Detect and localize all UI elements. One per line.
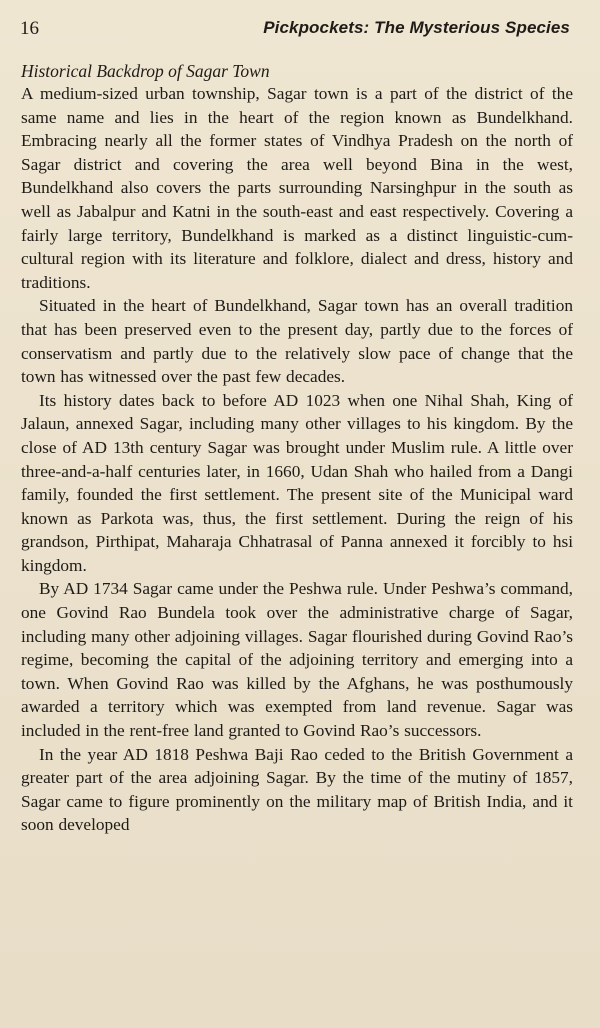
paragraph: By AD 1734 Sagar came under the Peshwa rule. Under Peshwa’s command, one Govind Rao Bundela took over the administrative charge of Sagar, including many other adjoining villages. Sagar flourished during Govind Rao’s regime, becoming the capital of the adjoining territory and emerging into a town. When Govind Rao was killed by the Afghans, he was posthumously awarded a territory which was exempted from land revenue. Sagar was included in the rent-free land granted to Govind Rao’s successors.	[21, 579, 573, 741]
running-title: Pickpockets: The Mysterious Species	[263, 18, 570, 37]
paragraph: In the year AD 1818 Peshwa Baji Rao ceded to the British Government a greater part of the area adjoining Sagar. By the time of the mutiny of 1857, Sagar came to figure prominently on the military map of British India, and it soon developed	[21, 744, 573, 835]
body-text	[21, 60, 573, 837]
page-number: 16	[20, 18, 39, 39]
paragraph: Situated in the heart of Bundelkhand, Sagar town has an overall tradition that has been preserved even to the present day, partly due to the forces of conservatism and partly due to the relatively slow pace of change that the town has witnessed over the past few decades.	[21, 296, 573, 387]
running-head	[20, 14, 570, 44]
paragraph: Its history dates back to before AD 1023 when one Nihal Shah, King of Jalaun, annexed Sagar, including many other villages to his kingdom. By the close of AD 13th century Sagar was brought under Muslim rule. A little over three-and-a-half centuries later, in 1660, Udan Shah who hailed from a Dangi family, founded the first settlement. The present site of the Municipal ward known as Parkota was, thus, the first settlement. During the reign of his grandson, Pirthipat, Maharaja Chhatrasal of Panna annexed it forcibly to hsi kingdom.	[21, 390, 573, 575]
section-heading: Historical Backdrop of Sagar Town	[21, 61, 270, 81]
paragraph: A medium-sized urban township, Sagar town is a part of the district of the same name and lies in the heart of the region known as Bundelkhand. Embracing nearly all the former states of Vindhya Pradesh on the north of Sagar district and covering the area well beyond Bina in the west, Bundelkhand also covers the parts surrounding Narsinghpur in the south as well as Jabalpur and Katni in the south-east and east respectively. Covering a fairly large territory, Bundelkhand is marked as a distinct linguistic-cum-cultural region with its literature and folklore, dialect and dress, history and traditions.	[21, 84, 573, 292]
